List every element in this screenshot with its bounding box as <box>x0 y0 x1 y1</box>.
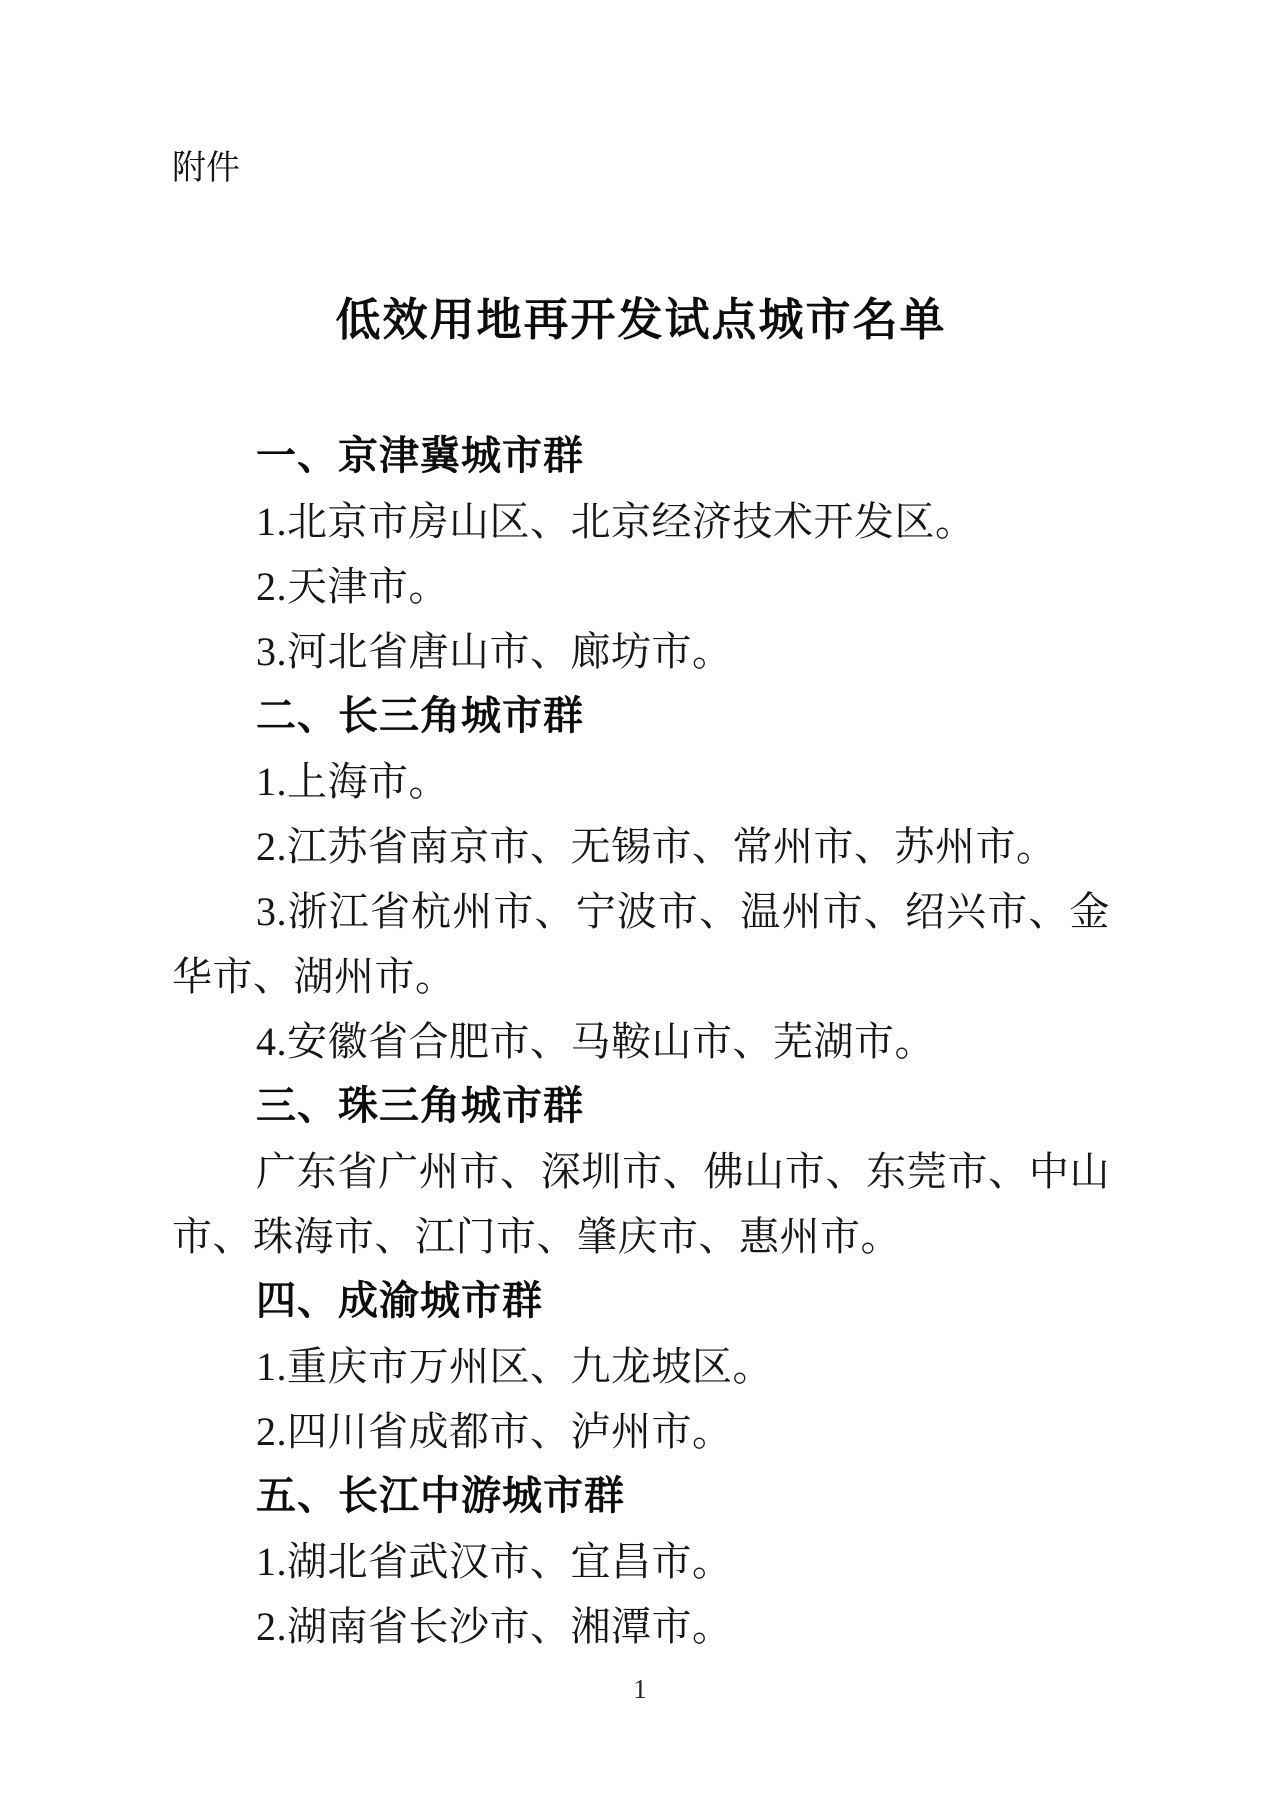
attachment-label: 附件 <box>172 149 240 187</box>
section-heading-changsanjiao: 二、长三角城市群 <box>256 694 584 738</box>
list-item: 2.天津市。 <box>256 564 449 609</box>
list-item: 2.四川省成都市、泸州市。 <box>256 1409 733 1454</box>
list-item: 3.浙江省杭州市、宁波市、温州市、绍兴市、金华市、湖州市。 <box>172 889 1110 999</box>
document-title: 低效用地再开发试点城市名单 <box>335 294 947 345</box>
list-item: 1.北京市房山区、北京经济技术开发区。 <box>256 499 976 544</box>
list-item: 1.上海市。 <box>256 759 449 804</box>
list-item: 2.湖南省长沙市、湘潭市。 <box>256 1604 733 1649</box>
list-item: 2.江苏省南京市、无锡市、常州市、苏州市。 <box>256 824 1057 869</box>
section-heading-chengyu: 四、成渝城市群 <box>256 1279 543 1323</box>
list-item: 1.湖北省武汉市、宜昌市。 <box>256 1539 733 1584</box>
section-heading-changjiangzhongyou: 五、长江中游城市群 <box>256 1474 625 1518</box>
page-number: 1 <box>633 1674 647 1704</box>
section-heading-zhusanjiao: 三、珠三角城市群 <box>256 1084 584 1128</box>
list-item: 1.重庆市万州区、九龙坡区。 <box>256 1344 773 1389</box>
list-item: 广东省广州市、深圳市、佛山市、东莞市、中山市、珠海市、江门市、肇庆市、惠州市。 <box>172 1149 1110 1259</box>
section-heading-jingjinji: 一、京津冀城市群 <box>256 434 584 478</box>
list-item: 4.安徽省合肥市、马鞍山市、芜湖市。 <box>256 1019 935 1064</box>
list-item: 3.河北省唐山市、廊坊市。 <box>256 629 733 674</box>
document-body <box>172 424 1110 1659</box>
